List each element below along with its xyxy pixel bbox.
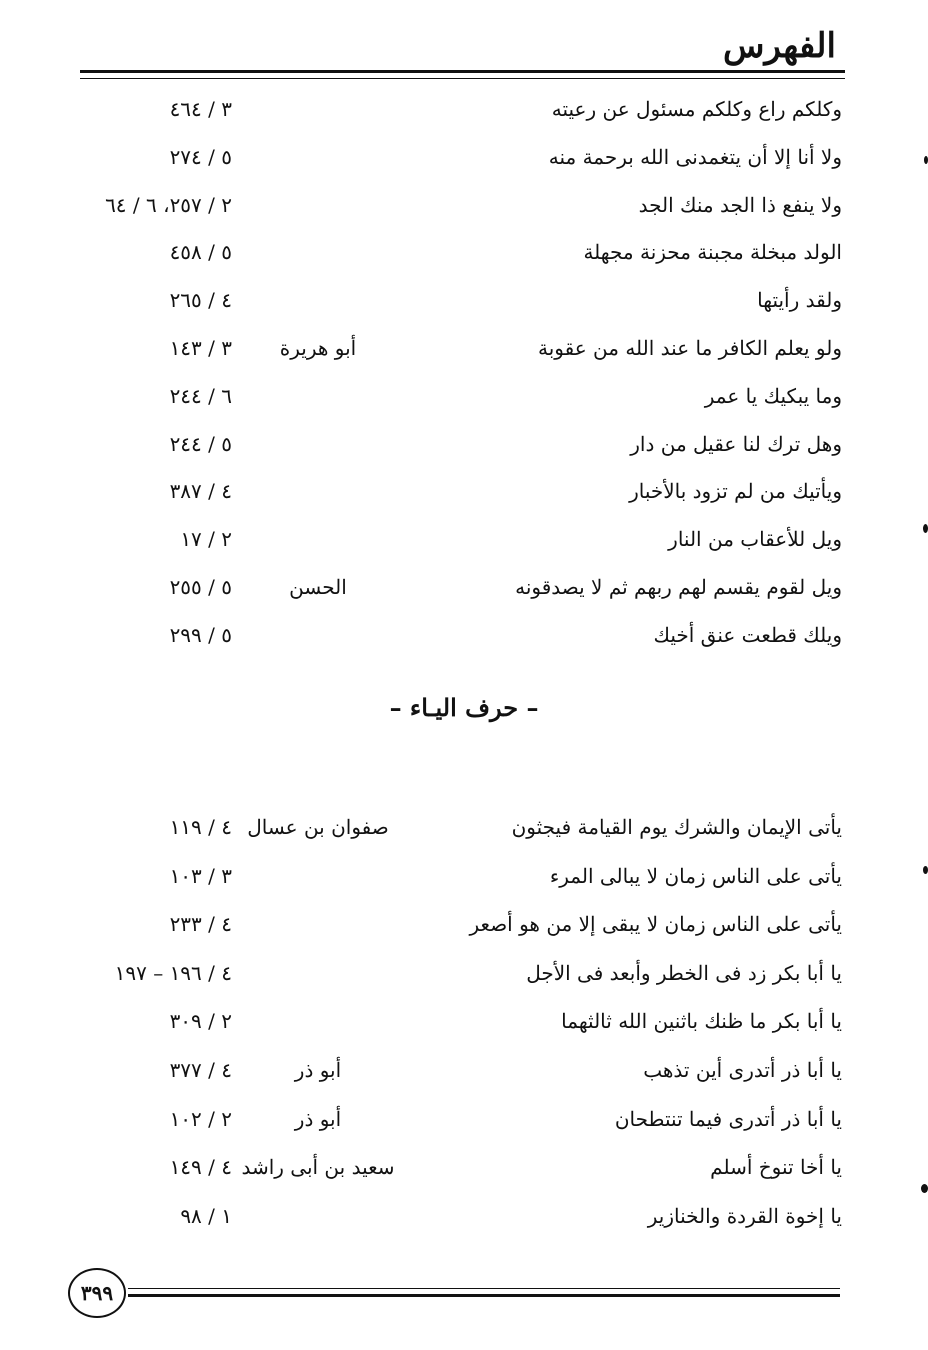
entry-text: ويل لقوم يقسم لهم ربهم ثم لا يصدقونه bbox=[515, 575, 842, 599]
entry-text: ويلك قطعت عنق أخيك bbox=[653, 622, 842, 647]
entry-reference: ٤ / ١١٩ bbox=[169, 815, 232, 839]
index-entry bbox=[0, 381, 928, 411]
entry-reference: ٤ / ٣٧٧ bbox=[169, 1058, 232, 1082]
entry-text: يا أبا بكر زد فى الخطر وأبعد فى الأجل bbox=[526, 960, 842, 985]
margin-mark bbox=[923, 866, 928, 874]
index-entry bbox=[0, 812, 928, 842]
entry-text: يا أبا ذر أتدرى أين تذهب bbox=[643, 1058, 842, 1082]
entry-reference: ٥ / ٢٧٤ bbox=[169, 144, 232, 169]
entry-text: يا إخوة القردة والخنازير bbox=[647, 1203, 842, 1228]
section-heading: – حرف اليـاء – bbox=[389, 693, 539, 722]
entry-reference: ٤ / ٢٦٥ bbox=[169, 288, 232, 313]
index-entry bbox=[0, 1201, 928, 1231]
entry-reference: ٢ / ١٠٢ bbox=[169, 1106, 232, 1131]
entry-reference: ١ / ٩٨ bbox=[180, 1203, 232, 1228]
header-rule bbox=[80, 70, 845, 79]
entry-reference: ٤ / ١٩٦ – ١٩٧ bbox=[114, 960, 232, 985]
entry-narrator: أبو ذر bbox=[294, 1058, 342, 1082]
entry-text: يأتى الإيمان والشرك يوم القيامة فيجثون bbox=[511, 815, 842, 839]
entry-text: يا أبا بكر ما ظنك باثنين الله ثالثهما bbox=[561, 1009, 842, 1034]
entry-narrator: أبو هريرة bbox=[279, 336, 357, 360]
entry-reference: ٣ / ١٠٣ bbox=[169, 863, 232, 888]
index-entry bbox=[0, 1152, 928, 1182]
index-entry bbox=[0, 861, 928, 891]
entry-text: ويل للأعقاب من النار bbox=[668, 527, 842, 552]
index-entry bbox=[0, 237, 928, 267]
entry-text: ولقد رأيتها bbox=[757, 288, 842, 313]
index-entry bbox=[0, 524, 928, 554]
entry-reference: ٢ / ١٧ bbox=[180, 527, 232, 552]
entry-text: الولد مبخلة مجبنة محزنة مجهلة bbox=[583, 240, 842, 265]
entry-text: ولا أنا إلا أن يتغمدنى الله برحمة منه bbox=[548, 144, 842, 169]
entry-narrator: سعيد بن أبى راشد bbox=[241, 1155, 395, 1180]
entry-text: وما يبكيك يا عمر bbox=[704, 383, 842, 408]
entry-text: يا أبا ذر أتدرى فيما تنتطحان bbox=[614, 1106, 842, 1131]
entry-reference: ٤ / ٣٨٧ bbox=[169, 479, 232, 504]
entry-reference: ٤ / ٢٣٣ bbox=[169, 912, 232, 937]
entry-text: يا أخا تنوخ أسلم bbox=[710, 1155, 842, 1180]
index-entry bbox=[0, 285, 928, 315]
entry-text: وهل ترك لنا عقيل من دار bbox=[630, 431, 842, 456]
index-entry bbox=[0, 620, 928, 650]
entry-narrator: أبو ذر bbox=[294, 1106, 342, 1131]
entry-text: ولو يعلم الكافر ما عند الله من عقوبة bbox=[538, 336, 842, 360]
entry-narrator: صفوان بن عسال bbox=[247, 815, 389, 839]
entry-text: وكلكم راع وكلكم مسئول عن رعيته bbox=[551, 97, 842, 121]
index-entry bbox=[0, 190, 928, 220]
margin-mark bbox=[923, 524, 928, 533]
entry-reference: ٥ / ٤٥٨ bbox=[169, 240, 232, 265]
entry-text: يأتى على الناس زمان لا يبالى المرء bbox=[549, 863, 842, 888]
entry-text: ولا ينفع ذا الجد منك الجد bbox=[638, 192, 842, 217]
page-number: ٣٩٩ bbox=[68, 1268, 126, 1318]
entry-text: يأتى على الناس زمان لا يبقى إلا من هو أصعر bbox=[469, 912, 842, 937]
margin-mark bbox=[921, 1184, 928, 1193]
index-entry bbox=[0, 333, 928, 363]
index-entry bbox=[0, 572, 928, 602]
entry-reference: ٢ / ٢٥٧، ٦ / ٦٤ bbox=[105, 192, 232, 217]
index-entry bbox=[0, 1006, 928, 1036]
entry-reference: ٥ / ٢٤٤ bbox=[169, 431, 232, 456]
entry-reference: ٥ / ٢٩٩ bbox=[169, 622, 232, 647]
entry-reference: ٥ / ٢٥٥ bbox=[169, 575, 232, 599]
index-entry bbox=[0, 1104, 928, 1134]
index-entry bbox=[0, 1055, 928, 1085]
entry-text: ويأتيك من لم تزود بالأخبار bbox=[629, 479, 842, 504]
index-entry bbox=[0, 429, 928, 459]
page-title: الفهرس bbox=[723, 26, 836, 66]
index-entry bbox=[0, 94, 928, 124]
entry-reference: ٣ / ٤٦٤ bbox=[169, 97, 232, 121]
entry-reference: ٤ / ١٤٩ bbox=[169, 1155, 232, 1180]
entry-reference: ٦ / ٢٤٤ bbox=[169, 383, 232, 408]
margin-mark bbox=[924, 156, 928, 164]
index-entry bbox=[0, 958, 928, 988]
entry-narrator: الحسن bbox=[289, 575, 347, 599]
index-entry bbox=[0, 476, 928, 506]
entry-reference: ٢ / ٣٠٩ bbox=[169, 1009, 232, 1034]
index-entry bbox=[0, 142, 928, 172]
footer-rule bbox=[128, 1288, 840, 1297]
entry-reference: ٣ / ١٤٣ bbox=[169, 336, 232, 360]
index-entry bbox=[0, 909, 928, 939]
